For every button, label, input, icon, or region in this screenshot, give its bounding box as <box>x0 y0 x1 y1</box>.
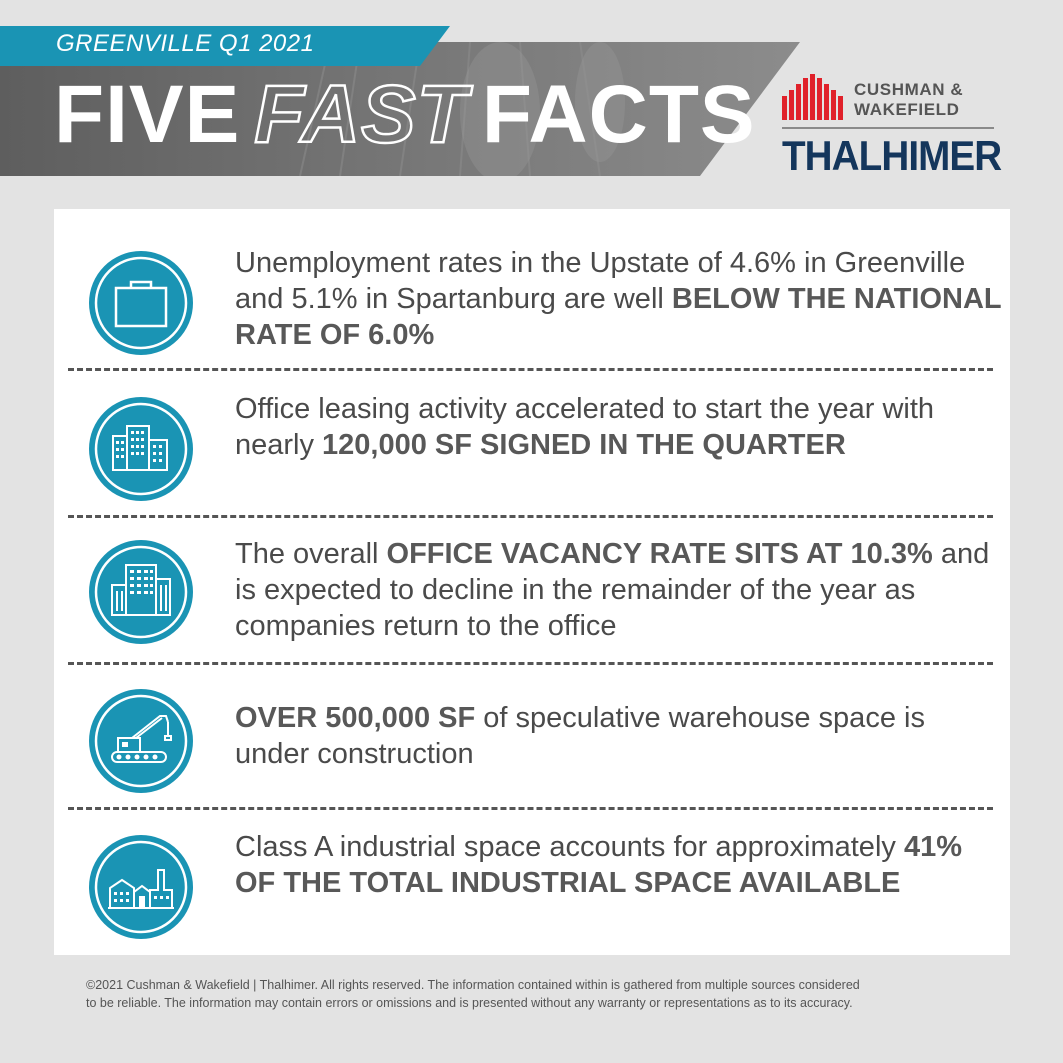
fact-text-plain: Class A industrial space accounts for approximately <box>235 831 904 863</box>
fact-text-bold: OVER 500,000 SF <box>235 702 476 734</box>
fact-text-plain-after: and is expected to decline in the remainder of the year as companies return to the office <box>235 538 990 642</box>
subtitle-ribbon <box>0 26 450 66</box>
factory-icon <box>88 834 194 940</box>
facts-panel <box>54 209 1010 955</box>
title-fast: FAST <box>254 69 468 160</box>
fact-text-bold: 120,000 SF SIGNED IN THE QUARTER <box>322 429 846 461</box>
copyright-footer <box>86 976 986 1012</box>
fact-text-bold: 41% OF THE TOTAL INDUSTRIAL SPACE AVAILABLE <box>235 831 962 899</box>
subtitle: GREENVILLE Q1 2021 <box>56 30 315 57</box>
dashed-divider <box>68 662 993 665</box>
footer-line: to be reliable. The information may contain errors or omissions and is presented without any warranty or representations as to its accuracy. <box>86 996 853 1010</box>
logo-line-cushman: CUSHMAN & <box>854 80 964 99</box>
fact-text <box>235 391 1005 463</box>
fact-text-bold: OFFICE VACANCY RATE SITS AT 10.3% <box>386 538 933 570</box>
crane-icon <box>88 688 194 794</box>
fact-text-plain-after: of speculative warehouse space is under construction <box>235 702 925 770</box>
fact-text <box>235 829 1005 901</box>
logo-line-wakefield: WAKEFIELD <box>854 100 960 119</box>
dashed-divider <box>68 807 993 810</box>
fact-text <box>235 536 1005 644</box>
fact-text-bold: BELOW THE NATIONAL RATE OF 6.0% <box>235 283 1002 351</box>
fact-text-plain: Office leasing activity accelerated to start the year with nearly <box>235 393 935 461</box>
logo-divider <box>782 127 994 129</box>
office-tower-icon <box>88 539 194 645</box>
page-title <box>54 69 756 160</box>
title-facts: FACTS <box>481 69 756 160</box>
footer-line: ©2021 Cushman & Wakefield | Thalhimer. All rights reserved. The information contained within is gathered from multiple sources considered <box>86 978 860 992</box>
briefcase-icon <box>88 250 194 356</box>
fact-text <box>235 245 1005 353</box>
dashed-divider <box>68 368 993 371</box>
cushman-wakefield-thalhimer-logo <box>782 70 1002 180</box>
fact-text-plain: Unemployment rates in the Upstate of 4.6% in Greenville and 5.1% in Spartanburg are well <box>235 247 966 315</box>
logo-thalhimer: THALHIMER <box>782 132 1002 179</box>
fact-text <box>235 700 1005 772</box>
dashed-divider <box>68 515 993 518</box>
fact-text-plain: The overall <box>235 538 387 570</box>
logo-bars-icon <box>782 74 844 120</box>
title-five: FIVE <box>54 69 241 160</box>
office-buildings-icon <box>88 396 194 502</box>
